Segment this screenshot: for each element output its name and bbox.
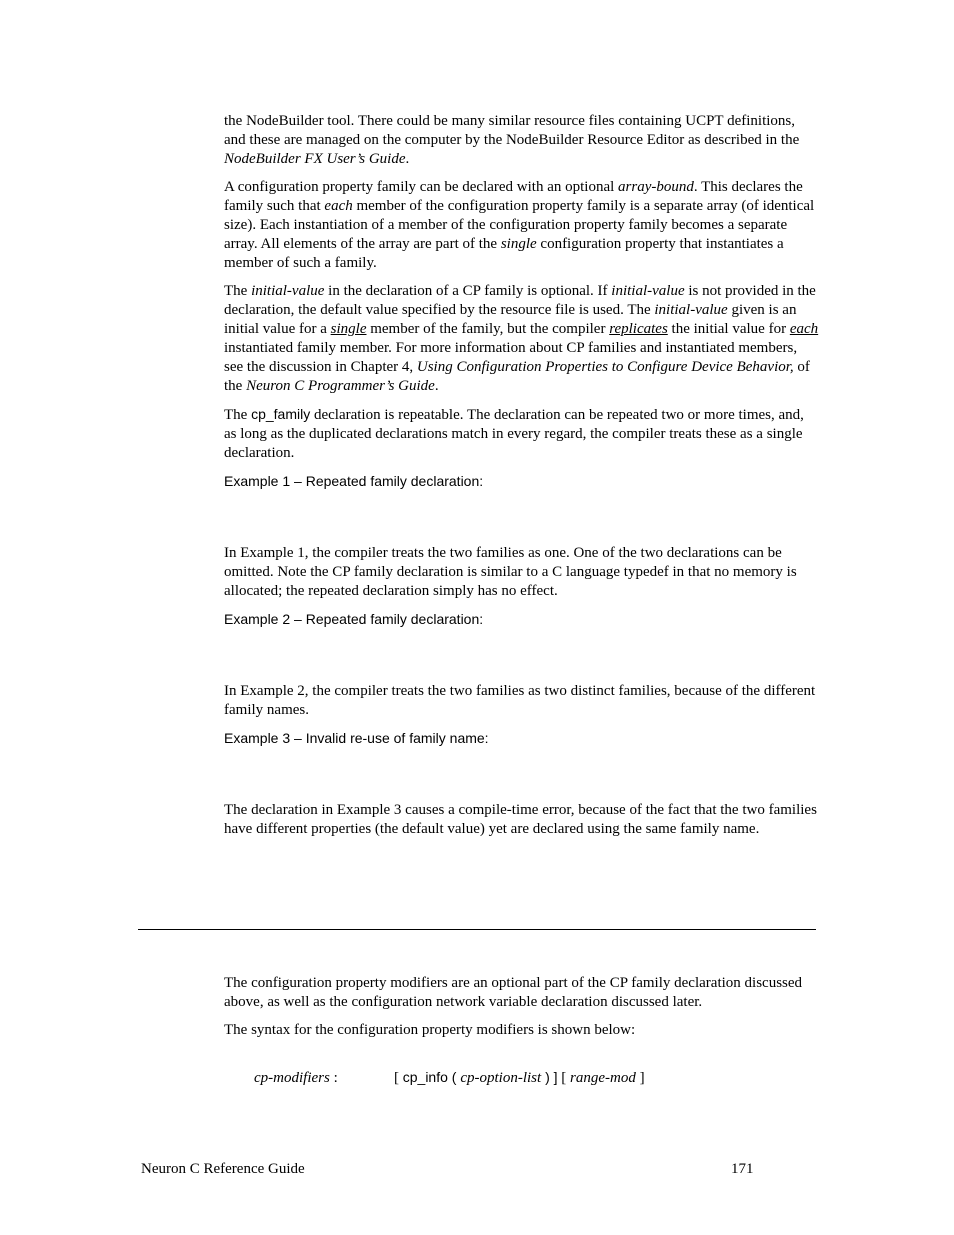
paragraph-example-3: The declaration in Example 3 causes a compile-time error, because of the fact that the two families have different properties (the default value) yet are declared using the same family name. [224, 802, 817, 837]
syntax-label: cp-modifiers : [254, 1070, 338, 1086]
keyword-cp-family: cp_family [251, 406, 311, 422]
paragraph-resource-files: the NodeBuilder tool. There could be many similar resource files containing UCPT definitions, and these are managed on the computer by the NodeBuilder Resource Editor as described in the NodeBuilder FX User’s Guide. [224, 113, 800, 167]
paragraph-initial-value: The initial-value in the declaration of a CP family is optional. If initial-value is not provided in the declaration, the default value specified by the resource file is used. The initial-value given is an initial value for a single member of the family, but the compiler replicates the initial value for each instantiated family member. For more information about CP families and instantiated members, see the discussion in Chapter 4, Using Configuration Properties to Configure Device Behavior, of the Neuron C Programmer’s Guide. [224, 283, 819, 394]
paragraph-array-bound: A configuration property family can be declared with an optional array-bound. This declares the family such that each member of the configuration property family is a separate array (of identical size). Each instantiation of a member of the configuration property family becomes a separate array. All elements of the array are part of the single configuration property that instantiates a member of such a family. [224, 179, 815, 271]
paragraph-modifiers: The configuration property modifiers are an optional part of the CP family declaration discussed above, as well as the configuration network variable declaration discussed later. [224, 975, 803, 1010]
syntax-line: cp-modifiers : [ cp_info ( cp-option-list ) ] [ range-mod ] [254, 1069, 645, 1086]
paragraph-example-1: In Example 1, the compiler treats the two families as one. One of the two declarations can be omitted. Note the CP family declaration is similar to a C language typedef in that no memory is allocated; the repeated declaration simply has no effect. [224, 545, 797, 599]
example-2-heading: Example 2 – Repeated family declaration: [224, 611, 484, 627]
document-body [224, 112, 819, 839]
example-1-heading: Example 1 – Repeated family declaration: [224, 473, 484, 489]
page-number: 171 [731, 1161, 754, 1177]
footer-title: Neuron C Reference Guide [141, 1161, 305, 1177]
example-3-heading: Example 3 – Invalid re-use of family name: [224, 730, 489, 746]
book-title: Neuron C Programmer’s Guide [246, 378, 435, 394]
section-divider [138, 929, 816, 930]
modifiers-section [224, 974, 819, 1049]
book-title: NodeBuilder FX User’s Guide [224, 151, 406, 167]
keyword-cp-info: cp_info [402, 1069, 448, 1085]
paragraph-example-2: In Example 2, the compiler treats the two families as two distinct families, because of the different family names. [224, 683, 816, 718]
paragraph-syntax-intro: The syntax for the configuration property modifiers is shown below: [224, 1022, 636, 1038]
chapter-title: Using Configuration Properties to Configure Device Behavior, [416, 359, 794, 375]
paragraph-repeatable: The cp_family declaration is repeatable. The declaration can be repeated two or more times, and, as long as the duplicated declarations match in every regard, the compiler treats these as a single declaration. [224, 406, 804, 461]
